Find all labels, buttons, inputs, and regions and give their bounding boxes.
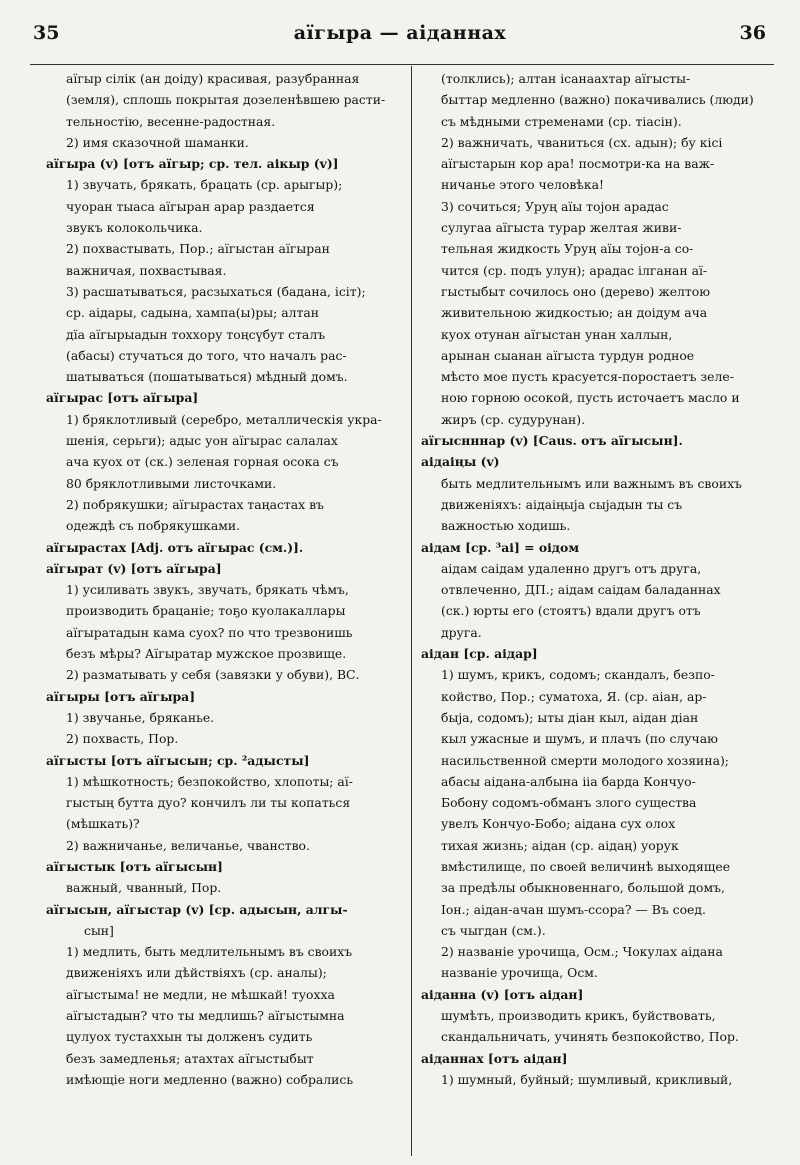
text-line: кыл ужасные и шумъ, и плачъ (по случаю [441,731,718,747]
text-line: живительною жидкостью; ан доідум ача [441,305,708,321]
text-line: 1) усиливать звукъ, звучать, брякать чѣмъ, [66,582,349,598]
headword-line: аїгырастах [Adj. отъ аїгырас (см.)]. [46,539,304,555]
text-line: друга. [441,624,482,640]
text-line: съ чыгдан (см.). [441,922,546,938]
text-line: аїгыстыма! не медли, не мѣшкай! туохха [66,986,335,1002]
text-line: шумѣть, производить крикъ, буйствовать, [441,1008,716,1024]
text-line: тихая жизнь; аідан (ср. аідаң) уорук [441,837,679,853]
headword-line: аїгырат (v) [отъ аїгыра] [46,560,222,576]
headword-line: аїгыры [отъ аїгыра] [46,688,196,704]
running-head: аїгыра — аіданнах [293,22,507,44]
page-number-left: 35 [33,22,60,44]
text-line: тельностію, весенне-радостная. [66,113,276,129]
text-line: ача куох от (ск.) зеленая горная осока съ [66,454,339,470]
headword-line: аідаіңы (v) [421,454,500,470]
text-line: (земля), сплошь покрытая дозеленѣвшею расти- [66,92,386,108]
text-line: арынан сыанан аїгыста турдун родное [441,347,695,363]
text-line: движеніяхъ или дѣйствіяхъ (ср. аналы); [66,965,327,981]
text-line: 2) имя сказочной шаманки. [66,134,249,150]
text-line: аїгыстадын? что ты медлишь? аїгыстымна [66,1008,345,1024]
text-line: 2) похвастывать, Пор.; аїгыстан аїгыран [66,241,330,257]
text-line: гыстыбыт сочилось оно (дерево) желтою [441,283,711,299]
text-line: ср. аідары, садына, хампа(ы)ры; алтан [66,305,319,321]
text-line: движеніяхъ: аідаіңыja сыјадын ты съ [441,496,683,512]
header-rule [30,64,774,65]
headword-line: аїгыра (v) [отъ аїгыр; ср. тел. аікыр (v)] [46,156,339,172]
headword-line: аіданна (v) [отъ аідан] [421,986,584,1002]
text-line: 1) звучать, брякать, брацать (ср. арыгыр); [66,177,343,193]
text-line: быја, содомъ); ыты діан кыл, аідан діан [441,709,699,725]
text-line: быттар медленно (важно) покачивались (люди) [441,92,754,108]
right-column [421,68,773,1090]
text-line: увелъ Кончуо-Бобо; аідана сух олох [441,816,676,832]
text-line: важностью ходишь. [441,518,571,534]
text-line: вмѣстилище, по своей величинѣ выходящее [441,858,731,874]
text-line: чится (ср. подъ улун); арадас ілганан аї- [441,262,708,278]
text-line: названіе урочища, Осм. [441,965,598,981]
text-line: насильственной смерти молодого хозяина); [441,752,729,768]
text-line: 1) шумный, буйный; шумливый, крикливый, [441,1071,733,1087]
text-line: жиръ (ср. судурунан). [441,411,586,427]
headword-line: аїгыстык [отъ аїгысын] [46,858,223,874]
text-line: за предѣлы обыкновеннаго, большой домъ, [441,880,725,896]
text-line: аїгыратадын кама суох? по что трезвонишь [66,624,353,640]
text-line: сын] [84,922,114,938]
text-line: звукъ колокольчика. [66,220,203,236]
headword-line: аїгысты [отъ аїгысын; ср. ²адысты] [46,752,310,768]
text-line: аїгыр сілік (ан доіду) красивая, разубранная [66,71,360,86]
text-line: 80 бряклотливыми листочками. [66,475,277,491]
headword-line: аідам [ср. ³аі] = оідом [421,539,580,555]
text-line: тельная жидкость Уруң аїы тоjон-а со- [441,241,694,257]
page-number-right: 36 [739,22,766,44]
text-line: мѣсто мое пусть красуется-поростаетъ зеле- [441,369,734,385]
text-line: (толклись); алтан ісанаахтар аїгысты- [441,71,691,86]
text-line: Бобону содомъ-обманъ злого существа [441,795,697,811]
text-line: 1) мѣшкотность; безпокойство, хлопоты; аї- [66,773,353,789]
text-line: безъ замедленья; атахтах аїгыстыбыт [66,1050,314,1066]
text-line: ничанье этого человѣка! [441,177,604,193]
text-line: цулуох тустаххын ты долженъ судить [66,1029,313,1045]
text-line: 2) важничанье, величанье, чванство. [66,837,310,853]
text-line: имѣющіе ноги медленно (важно) собрались [66,1071,354,1087]
text-line: куох отунан аїгыстан унан халлын, [441,326,673,342]
text-line: Іон.; аідан-ачан шумъ-ссора? — Въ соед. [441,901,706,917]
text-line: 2) побрякушки; аїгырастах таңастах въ [66,496,324,512]
text-line: 3) сочиться; Уруң аїы тоjон арадас [441,198,669,214]
text-line: 1) звучанье, бряканье. [66,709,215,725]
text-line: 1) медлить, быть медлительнымъ въ своихъ [66,944,353,960]
text-line: одеждѣ съ побрякушками. [66,518,241,534]
text-line: съ мѣдными стременами (ср. тіасін). [441,113,682,129]
text-line: гыстың бутта дуо? кончилъ ли ты копаться [66,795,351,811]
text-line: дїа аїгырыадын тоххору тоңсүбут сталъ [66,326,326,342]
headword-line: аїгысын, аїгыстар (v) [ср. адысын, алгы- [46,901,348,917]
text-line: 3) расшатываться, расзыхаться (бадана, ісіт); [66,283,366,299]
text-line: отвлеченно, ДП.; аідам саідам баладаннах [441,582,721,598]
text-line: 2) разматывать у себя (завязки у обуви), ВС. [66,667,360,683]
text-line: безъ мѣры? Аїгыратар мужское прозвище. [66,646,347,662]
text-line: 1) шумъ, крикъ, содомъ; скандалъ, безпо- [441,667,715,683]
column-divider [411,66,412,1156]
text-line: абасы аідана-албына ііа барда Кончуо- [441,773,696,789]
text-line: (абасы) стучаться до того, что началъ рас- [66,347,347,363]
text-line: скандальничать, учинять безпокойство, Пор. [441,1029,739,1045]
text-line: быть медлительнымъ или важнымъ въ своихъ [441,475,742,491]
headword-line: аіданнах [отъ аідан] [421,1050,568,1066]
text-line: сулугаа аїгыста турар желтая живи- [441,220,682,236]
left-column [46,68,406,1090]
text-line: (ск.) юрты его (стоятъ) вдали другъ отъ [441,603,701,619]
text-line: аїгыстарын кор ара! посмотри-ка на важ- [441,156,715,172]
text-line: шатываться (пошатываться) мѣдный домъ. [66,369,348,385]
text-line: 2) важничать, чваниться (сх. адын); бу кісі [441,134,723,150]
text-line: 2) похвасть, Пор. [66,731,179,747]
text-line: (мѣшкать)? [66,816,140,832]
text-line: важный, чванный, Пор. [66,880,222,896]
text-line: койство, Пор.; суматоха, Я. (ср. аіан, ар- [441,688,707,704]
text-line: важничая, похвастывая. [66,262,227,278]
headword-line: аїгырас [отъ аїгыра] [46,390,199,406]
headword-line: аідан [ср. аідар] [421,646,538,662]
text-line: чуоран тыаса аїгыран арар раздается [66,198,315,214]
text-line: ною горною осокой, пусть источаетъ масло и [441,390,740,406]
text-line: 2) названіе урочища, Осм.; Чокулах аідана [441,944,723,960]
text-line: 1) бряклотливый (серебро, металлическія укра- [66,411,382,427]
text-line: аідам саідам удаленно другъ отъ друга, [441,560,702,576]
headword-line: аїгыснннар (v) [Caus. отъ аїгысын]. [421,433,683,449]
text-line: шенія, серьги); адыс уон аїгырас салалах [66,433,338,449]
text-line: производить брацаніе; тоҕо куолакаллары [66,603,346,619]
